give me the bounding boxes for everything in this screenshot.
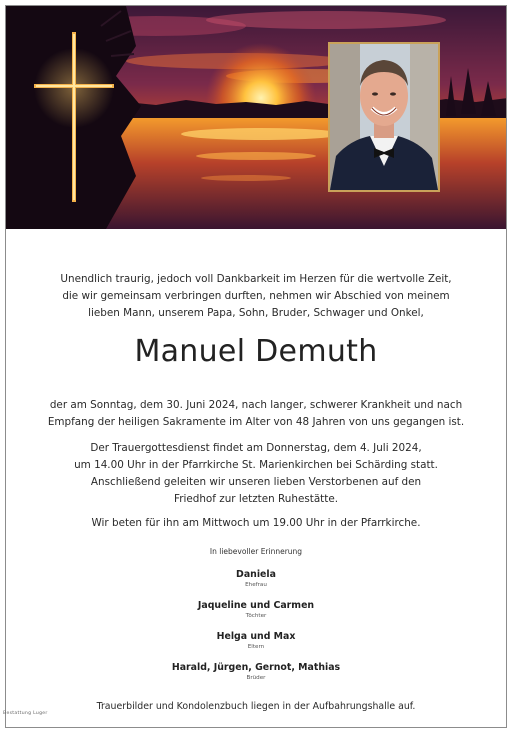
mourner-entry	[6, 630, 506, 651]
closing-note: Trauerbilder und Kondolenzbuch liegen in der Aufbahrungshalle auf.	[96, 701, 416, 712]
mourner-entry	[6, 661, 506, 682]
mourner-entry	[6, 599, 506, 620]
intro-line: lieben Mann, unserem Papa, Sohn, Bruder, Schwager und Onkel,	[88, 307, 424, 319]
mourner-role: Töchter	[245, 613, 267, 619]
obituary-text	[6, 229, 506, 727]
intro-line: Unendlich traurig, jedoch voll Dankbarkeit im Herzen für die wertvolle Zeit,	[60, 273, 452, 285]
mourner-role: Brüder	[246, 675, 266, 681]
mourner-name: Jaqueline und Carmen	[197, 600, 315, 611]
memory-label: In liebevoller Erinnerung	[209, 547, 303, 556]
portrait-photo-icon	[328, 42, 440, 192]
mourner-name: Helga und Max	[216, 631, 296, 642]
passing-line: der am Sonntag, dem 30. Juni 2024, nach langer, schwerer Krankheit und nach	[49, 399, 463, 411]
mourner-entry	[6, 568, 506, 589]
service-line: Anschließend geleiten wir unseren lieben Verstorbenen auf den	[90, 476, 422, 488]
prayer-line: Wir beten für ihn am Mittwoch um 19.00 Uhr in der Pfarrkirche.	[91, 517, 421, 529]
intro-line: die wir gemeinsam verbringen durften, nehmen wir Abschied von meinem	[62, 290, 450, 302]
service-line: Der Trauergottesdienst findet am Donnerstag, dem 4. Juli 2024,	[90, 442, 422, 454]
service-line: Friedhof zur letzten Ruhestätte.	[173, 493, 339, 505]
service-line: um 14.00 Uhr in der Pfarrkirche St. Marienkirchen bei Schärding statt.	[74, 459, 438, 471]
header-banner	[6, 6, 506, 229]
mourner-name: Harald, Jürgen, Gernot, Mathias	[171, 662, 341, 673]
parte-card	[5, 5, 507, 728]
mourner-role: Ehefrau	[245, 582, 267, 588]
mourner-name: Daniela	[236, 569, 276, 580]
service-paragraph	[36, 440, 476, 508]
funeral-home-credit: Bestattung Luger	[3, 711, 48, 716]
intro-paragraph	[46, 271, 466, 322]
prayer-paragraph	[36, 515, 476, 532]
passing-paragraph	[36, 397, 476, 431]
mourner-role: Eltern	[247, 644, 265, 650]
deceased-name: Manuel Demuth	[134, 334, 378, 369]
passing-line: Empfang der heiligen Sakramente im Alter von 48 Jahren von uns gegangen ist.	[47, 416, 465, 428]
